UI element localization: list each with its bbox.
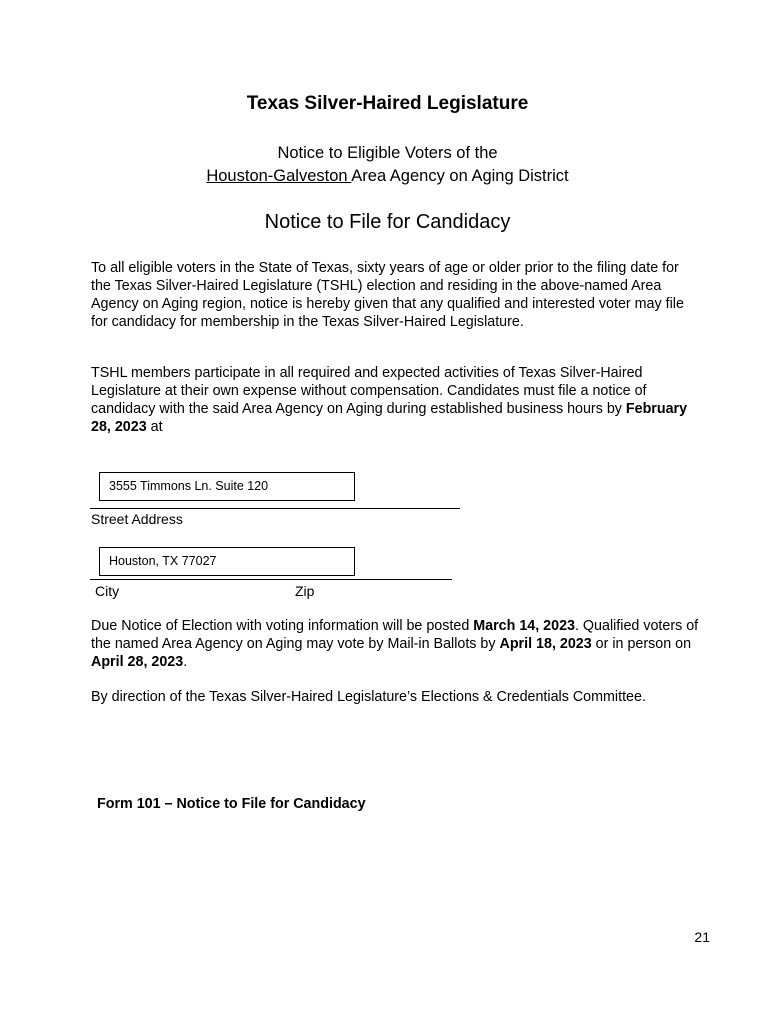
due-notice-paragraph (91, 617, 711, 671)
in-person-date: April 28, 2023 (91, 654, 184, 670)
street-address-label: Street Address (91, 511, 183, 527)
subtitle-line-2-rest: Area Agency on Aging District (351, 167, 569, 185)
due-notice-text-3: or in person on (591, 636, 692, 652)
city-zip-line (90, 579, 452, 580)
notice-heading: Notice to File for Candidacy (264, 211, 511, 233)
form-label: Form 101 – Notice to File for Candidacy (97, 796, 366, 812)
city-zip-field[interactable]: Houston, TX 77027 (99, 547, 355, 576)
page-number: 21 (694, 929, 710, 945)
city-label: City (95, 583, 120, 599)
due-notice-text-4: . (183, 654, 188, 670)
district-name: Houston-Galveston (206, 167, 352, 185)
street-address-line (90, 508, 460, 509)
filing-deadline: February 28, 2023 (91, 401, 688, 435)
zip-label: Zip (295, 583, 315, 599)
tshl-members-paragraph (91, 364, 691, 436)
committee-direction: By direction of the Texas Silver-Haired Legislature’s Elections & Credentials Committee. (91, 689, 646, 705)
due-notice-text-1: Due Notice of Election with voting information will be posted (91, 618, 474, 634)
tshl-paragraph-suffix: at (146, 419, 163, 435)
tshl-paragraph-text: TSHL members participate in all required and expected activities of Texas Silver-Haired Legislature at their own expense without compensation. Candidates must file a notice of candidacy with the said Area Agency on Aging during established business hours by (91, 365, 647, 417)
street-address-field[interactable]: 3555 Timmons Ln. Suite 120 (99, 472, 355, 501)
eligibility-paragraph: To all eligible voters in the State of Texas, sixty years of age or older prior to the filing date for the Texas Silver-Haired Legislature (TSHL) election and residing in the above-named Area Agency on Aging region, notice is hereby given that any qualified and interested voter may file for candidacy for membership in the Texas Silver-Haired Legislature. (91, 260, 684, 330)
document-title: Texas Silver-Haired Legislature (246, 93, 529, 114)
mail-in-deadline: April 18, 2023 (499, 636, 592, 652)
subtitle-line-1: Notice to Eligible Voters of the (277, 144, 498, 162)
due-notice-text-2: . Qualified voters of the named Area Agency on Aging may vote by Mail-in Ballots by (91, 618, 699, 652)
subtitle-line-2 (0, 167, 770, 186)
notice-posted-date: March 14, 2023 (473, 618, 575, 634)
